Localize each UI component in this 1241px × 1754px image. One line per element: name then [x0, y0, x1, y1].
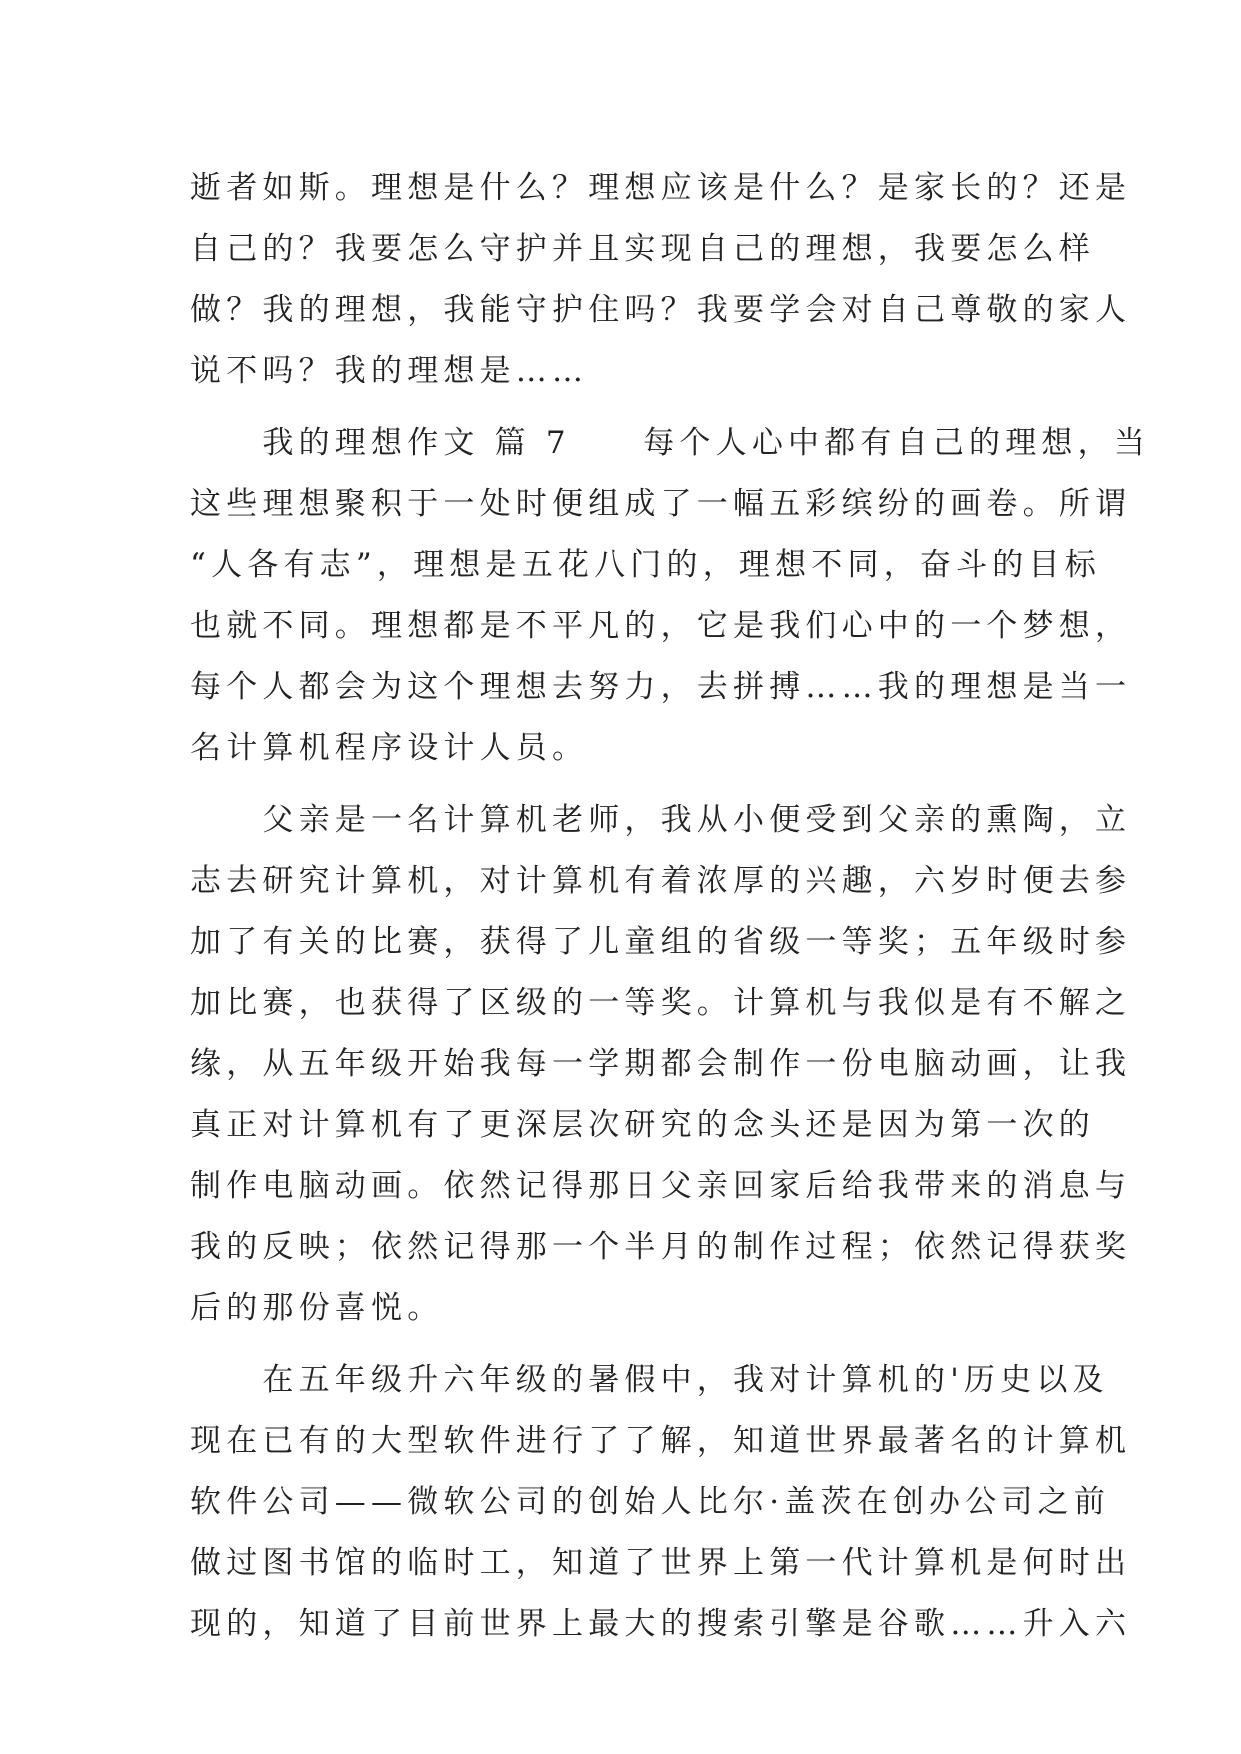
text-line: 现的，知道了目前世界上最大的搜索引擎是谷歌……升入六: [190, 1606, 1132, 1642]
text-line: 父亲是一名计算机老师，我从小便受到父亲的熏陶，立: [190, 802, 1132, 838]
text-line: 做？我的理想，我能守护住吗？我要学会对自己尊敬的家人: [190, 292, 1132, 328]
text-line: “人各有志”，理想是五花八门的，理想不同，奋斗的目标: [190, 547, 1101, 583]
text-line: 每个人都会为这个理想去努力，去拼搏……我的理想是当一: [190, 669, 1132, 705]
text-line: 后的那份喜悦。: [190, 1290, 444, 1326]
text-line: 在五年级升六年级的暑假中，我对计算机的'历史以及: [190, 1362, 1109, 1398]
text-line: 加了有关的比赛，获得了儿童组的省级一等奖；五年级时参: [190, 924, 1132, 960]
text-line: 缘，从五年级开始我每一学期都会制作一份电脑动画，让我: [190, 1046, 1132, 1082]
paragraph: [190, 413, 1151, 779]
paragraph-gap: [190, 779, 1060, 790]
text-line: 名计算机程序设计人员。: [190, 730, 589, 766]
text-line: 加比赛，也获得了区级的一等奖。计算机与我似是有不解之: [190, 985, 1132, 1021]
text-line: 真正对计算机有了更深层次研究的念头还是因为第一次的: [190, 1107, 1095, 1143]
text-line: 志去研究计算机，对计算机有着浓厚的兴趣，六岁时便去参: [190, 863, 1132, 899]
text-line: 说不吗？我的理想是……: [190, 353, 589, 389]
text-line: 自己的？我要怎么守护并且实现自己的理想，我要怎么样: [190, 231, 1095, 267]
text-line: 现在已有的大型软件进行了了解，知道世界最著名的计算机: [190, 1423, 1132, 1459]
paragraph: [190, 790, 1132, 1339]
text-line: 我的理想作文 篇 7 每个人心中都有自己的理想，当: [190, 425, 1151, 461]
text-line: 这些理想聚积于一处时便组成了一幅五彩缤纷的画卷。所谓: [190, 486, 1132, 522]
paragraph: [190, 158, 1132, 402]
text-line: 也就不同。理想都是不平凡的，它是我们心中的一个梦想，: [190, 608, 1132, 644]
text-line: 逝者如斯。理想是什么？理想应该是什么？是家长的？还是: [190, 170, 1132, 206]
document-body: [190, 158, 1151, 1655]
paragraph: [190, 1350, 1132, 1655]
text-line: 软件公司——微软公司的创始人比尔·盖茨在创办公司之前: [190, 1484, 1111, 1520]
paragraph-gap: [190, 402, 1060, 413]
paragraph-gap: [190, 1339, 1060, 1350]
text-line: 制作电脑动画。依然记得那日父亲回家后给我带来的消息与: [190, 1168, 1132, 1204]
text-line: 我的反映；依然记得那一个半月的制作过程；依然记得获奖: [190, 1229, 1132, 1265]
text-line: 做过图书馆的临时工，知道了世界上第一代计算机是何时出: [190, 1545, 1132, 1581]
